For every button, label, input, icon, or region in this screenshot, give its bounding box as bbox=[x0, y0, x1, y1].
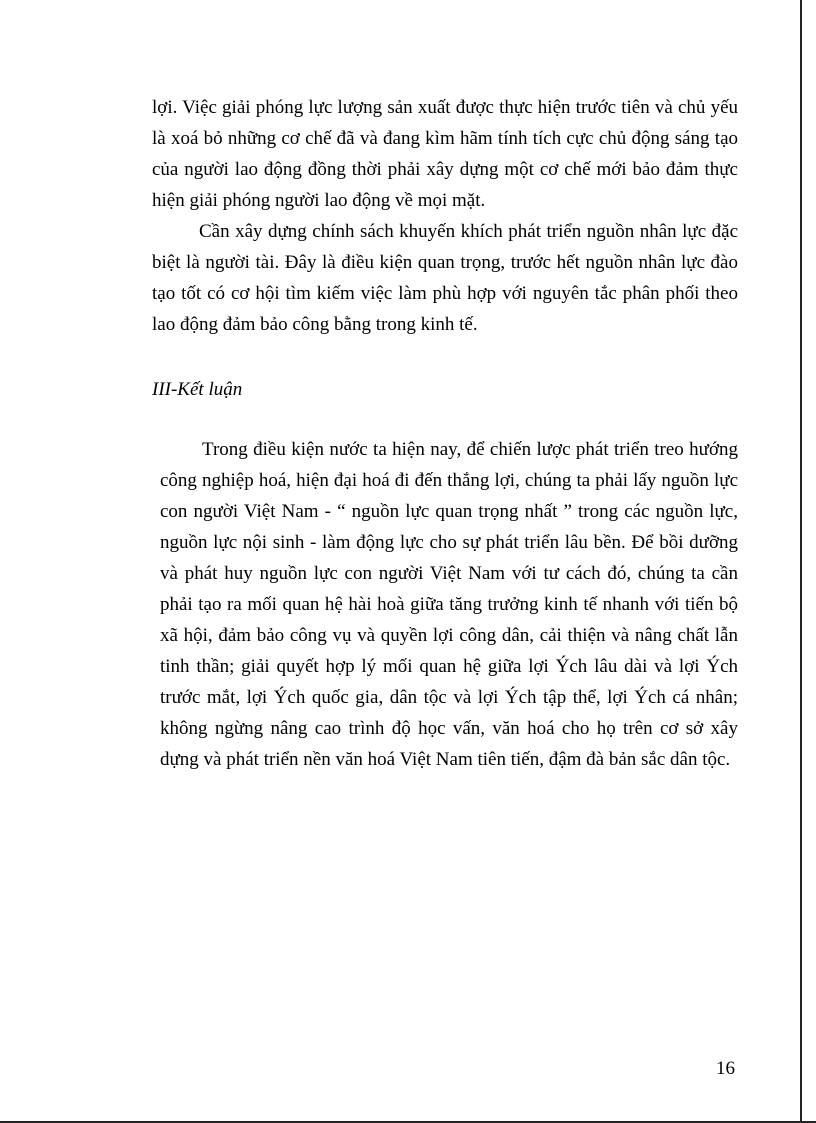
paragraph-talent-policy: Cần xây dựng chính sách khuyến khích phát triển nguồn nhân lực đặc biệt là người tài. Đây là điều kiện quan trọng, trước hết nguồn nhân lực đào tạo tốt có cơ hội tìm kiếm việc làm phù hợp với nguyên tắc phân phối theo lao động đảm bảo công bằng trong kinh tế. bbox=[152, 221, 738, 335]
body-text-conclusion bbox=[160, 434, 738, 775]
page-number: 16 bbox=[716, 1058, 735, 1079]
paragraph-conclusion: Trong điều kiện nước ta hiện nay, để chiến lược phát triển treo hướng công nghiệp hoá, hiện đại hoá đi đến thắng lợi, chúng ta phải lấy nguồn lực con người Việt Nam - “ nguồn lực quan trọng nhất ” trong các nguồn lực, nguồn lực nội sinh - làm động lực cho sự phát triển lâu bền. Để bồi dưỡng và phát huy nguồn lực con người Việt Nam với tư cách đó, chúng ta cần phải tạo ra mối quan hệ hài hoà giữa tăng trưởng kinh tế nhanh với tiến bộ xã hội, đảm bảo công vụ và quyền lợi công dân, cải thiện và nâng chất lẫn tinh thần; giải quyết hợp lý mối quan hệ giữa lợi Ých lâu dài và lợi Ých trước mắt, lợi Ých quốc gia, dân tộc và lợi Ých tập thể, lợi Ých cá nhân; không ngừng nâng cao trình độ học vấn, văn hoá cho họ trên cơ sở xây dựng và phát triển nền văn hoá Việt Nam tiên tiến, đậm đà bản sắc dân tộc. bbox=[160, 439, 738, 770]
body-text-section-2 bbox=[152, 92, 738, 340]
paragraph-liberation-continued: lợi. Việc giải phóng lực lượng sản xuất được thực hiện trước tiên và chủ yếu là xoá bỏ những cơ chế đã và đang kìm hãm tính tích cực chủ động sáng tạo của người lao động đồng thời phải xây dựng một cơ chế mới bảo đảm thực hiện giải phóng người lao động về mọi mặt. bbox=[152, 97, 738, 211]
section-heading-conclusion: III-Kết luận bbox=[152, 379, 243, 400]
page-border-right bbox=[800, 0, 802, 1123]
